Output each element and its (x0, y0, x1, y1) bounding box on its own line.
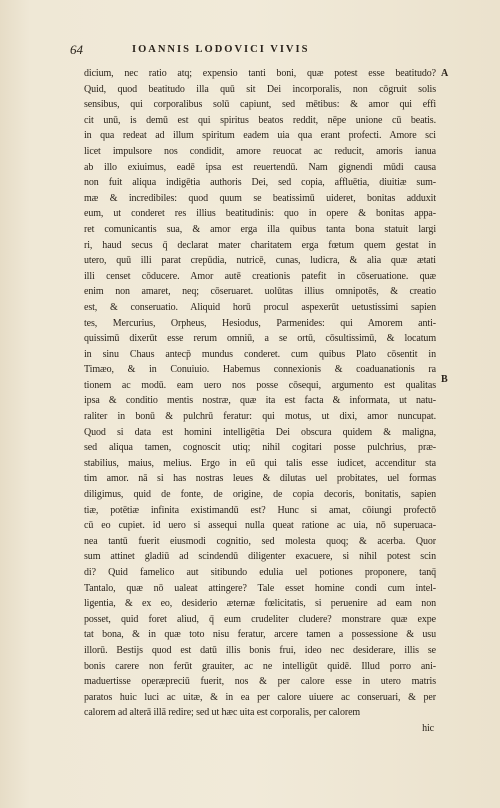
text-line: tiæ, potētiæ infinita existimandū est? Hunc si amat, cōiungi profectō (84, 504, 436, 516)
text-line: Tantalo, quæ nō ualeat attingere? Tale esset homine condi cum intel- (84, 582, 436, 594)
text-line: tim amor. nā si has nostras leues & dilutas uel probitates, uel formas (84, 473, 436, 485)
text-line: cū eo cupiet. id uero si assequi nulla queat ratione ac uia, nō superuaca- (84, 520, 436, 532)
text-line: raliter in bonū & pulchrū feratur: qui motus, ut dixi, amor nuncupat. (84, 411, 436, 423)
text-line: ret comunicantis sua, & amor erga illa quibus tanta bona statuit largi (84, 223, 436, 235)
text-line: Quid, quod beatitudo illa quū sit Dei incorporalis, non cōgruit solis (84, 83, 436, 95)
text-line: ab illo exiuimus, eadē ipsa est reuertendū. Nam gignendi mūdi causa (84, 161, 436, 173)
text-line: cit unū, is demū est qui spiritus beatos reddit, nēpe unione cū beatis. (84, 114, 436, 126)
body-text (84, 66, 436, 737)
text-line: sum attinet gladiū ad scindendū diligenter exacuere, si nihil potest scin (84, 551, 436, 563)
folio-number: 64 (70, 42, 83, 57)
text-line: sed aliqua tamen, cognoscit utiq; nihil cogitari posse pulchrius, præ- (84, 442, 436, 454)
text-line: maduertisse operæpreciū fuerit, nos & per calore esse in utero matris (84, 676, 436, 688)
text-line: licet impulsore nos condidit, amore reuocat ac reducit, amoris ianua (84, 145, 436, 157)
text-line: Quod si data est homini intelligētia Dei obscura quidem & maligna, (84, 426, 436, 438)
text-line: dicium, nec ratio atq; expensio tanti boni, quæ potest esse beatitudo? (84, 68, 436, 79)
text-line: diligimus, quid de fonte, de origine, de copia decoris, bonitatis, sapien (84, 489, 436, 501)
text-line: enim non amaret, neq; cōseruaret. uolūtas illius omnipotēs, & creatio (84, 286, 436, 298)
text-line: quissimū dixerūt esse rerum omniū, a se ortū, cōsultissimū, & locatum (84, 333, 436, 345)
text-line: non fuit aliqua indigētia authoris Dei, sed copia, affluētia, diuitiæ sum- (84, 177, 436, 189)
page-header (70, 42, 430, 62)
text-line: ipsa & conditio mentis nostræ, quæ ita est facta & informata, ut natu- (84, 395, 436, 407)
text-line: calorem ad alterā illā redire; sed ut hæc uita est corporalis, per calorem (84, 707, 361, 719)
text-line: est, & conseruatio. Aliquid horū procul aspexerūt uetustissimi sapien (84, 301, 436, 313)
text-line: sensibus, qui corporalibus solū capiunt, sed mētibus: & amor qui effi (84, 99, 436, 111)
text-line: paratos huic luci ac uitæ, & in ea per calore uiuere ac conseruari, & per (84, 691, 436, 703)
text-line: illorū. Bestijs quod est datū illis bonis frui, ideo nec desiderare, illis se (84, 644, 436, 656)
text-line: tat bona, & in quæ toto nisu feratur, arcere tamen a possessione & usu (84, 629, 436, 641)
text-line: ri, haud secus q̄ declarat mater charitatem erga fœtum quem gestat in (84, 239, 436, 251)
catchword: hic (422, 722, 434, 734)
text-line: Timæo, & in Conuiuio. Habemus connexionis & coaduanationis ra (84, 364, 436, 376)
text-line: posset, quid foret aliud, q̄ eum crudeliter cludere? monstrare quæ expe (84, 613, 436, 625)
text-line: in qua redeat ad illum spiritum eadem uia qua erant profecti. Amore sci (84, 130, 436, 142)
text-line: ligentia, & ex eo, desiderio æternæ fœlicitatis, si peruenire ad eam non (84, 598, 436, 610)
text-line: bonis carere non ferūt grauiter, ac ne intelligūt quidē. Illud porro ani- (84, 660, 436, 672)
text-line: nea tantū fuerit eiusmodi cognitio, sed molesta quoq; & acerba. Quor (84, 535, 436, 547)
margin-letter-a: A (441, 68, 449, 79)
margin-letter-b: B (441, 374, 448, 385)
text-line: tes, Mercurius, Orpheus, Hesiodus, Parmenides: qui Amorem anti- (84, 317, 436, 329)
running-title: IOANNIS LODOVICI VIVIS (132, 44, 310, 55)
text-line: illi censet cōducere. Amor autē creationis patefit in cōseruatione. quæ (84, 270, 436, 282)
text-line: eum, ut conderet res illius beatitudinis: quo in opere & bonitas appa- (84, 208, 436, 220)
text-line: tionem ac modū. eam uero nos posse cōsequi, argumento est qualitas (84, 379, 436, 391)
text-line: di? Quid famelico aut sitibundo edulia uel potiones proponere, tanq̄ (84, 567, 436, 578)
text-line: in sinu Chaus antecp̄ mundus conderet. cum quibus Plato cōsentit in (84, 348, 436, 360)
text-line: utero, quū illi parat crepūdia, nutricē, cunas, ludicra, & alia quæ ætati (84, 255, 436, 267)
text-line: stabilius, maius, melius. Ergo in eū qui talis esse iudicet, accenditur sta (84, 457, 436, 469)
text-line: mæ & incredibiles: quod quum se beatissimū uideret, bonitas adduxit (84, 192, 436, 204)
